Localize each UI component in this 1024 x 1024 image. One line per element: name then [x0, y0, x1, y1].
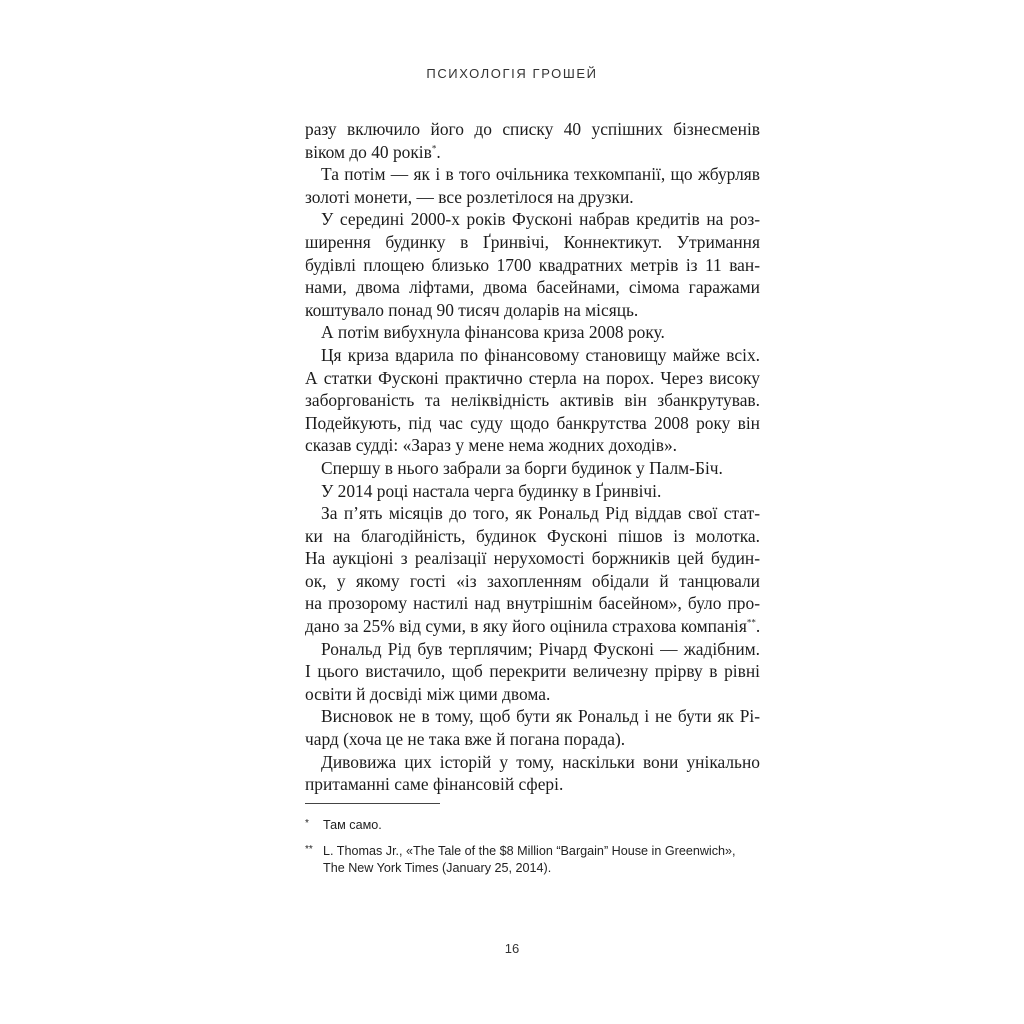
text-line [305, 118, 760, 141]
text-line-content: Подейкують, під час суду щодо банкрутства 2008 року він [305, 412, 760, 433]
text-line [305, 480, 760, 503]
text-line-content: будівлі площею близько 1700 квадратних метрів із 11 ван- [305, 254, 760, 275]
text-line-content: освіти й досвіді між цими двома. [305, 683, 551, 704]
text-line-content: А потім вибухнула фінансова криза 2008 року. [321, 322, 665, 343]
text-line-content: Ця криза вдарила по фінансовому становищу майже всіх. [321, 344, 760, 365]
footnote-text: The New York Times (January 25, 2014). [323, 861, 552, 875]
text-line-content: За п’ять місяців до того, як Рональд Рід віддав свої стат- [321, 503, 760, 524]
text-line [305, 683, 760, 706]
footnote [305, 843, 775, 878]
body-text [305, 118, 760, 796]
text-line [305, 502, 760, 525]
text-line [305, 254, 760, 277]
text-line-content: На аукціоні з реалізації нерухомості боржників цей будин- [305, 548, 760, 569]
text-line [305, 412, 760, 435]
footnote-text: Там само. [323, 818, 382, 832]
text-line [305, 434, 760, 457]
running-head: ПСИХОЛОГІЯ ГРОШЕЙ [426, 66, 598, 81]
text-line [305, 728, 760, 751]
text-line-content: золоті монети, — все розлетілося на друзки. [305, 186, 634, 207]
text-line-content: дано за 25% від суми, в яку його оцінила страхова компанія [305, 616, 747, 637]
footnote-mark: ** [305, 843, 313, 855]
text-line-tail: . [755, 616, 761, 637]
text-line [305, 705, 760, 728]
text-line [305, 457, 760, 480]
text-line-content: ок, у якому гості «із захопленням обідали й танцювали [305, 570, 760, 591]
text-line [305, 321, 760, 344]
text-line-content: Дивовижа цих історій у тому, наскільки вони унікально [321, 751, 760, 772]
footnote-text: L. Thomas Jr., «The Tale of the $8 Million “Bargain” House in Greenwich», [323, 843, 736, 858]
text-line [305, 525, 760, 548]
footnote [305, 817, 775, 835]
text-line-content: коштувало понад 90 тисяч доларів на місяць. [305, 299, 639, 320]
text-line [305, 751, 760, 774]
text-line [305, 660, 760, 683]
text-line [305, 615, 760, 638]
text-line [305, 208, 760, 231]
text-line-content: нами, двома ліфтами, двома басейнами, сімома гаражами [305, 277, 760, 298]
text-line-content: Спершу в нього забрали за борги будинок у Палм-Біч. [321, 457, 723, 478]
text-line [305, 276, 760, 299]
text-line-content: ки на благодійність, будинок Фусконі пішов із молотка. [305, 525, 760, 546]
footnote-reference: ** [746, 617, 756, 628]
text-line-content: віком до 40 років [305, 141, 432, 162]
text-line-tail: . [436, 141, 441, 162]
footnote-reference: * [431, 142, 437, 153]
text-line [305, 344, 760, 367]
text-line [305, 367, 760, 390]
text-line-content: І цього вистачило, щоб перекрити величезну прірву в рівні [305, 661, 760, 682]
text-line [305, 163, 760, 186]
footnote-divider [305, 803, 440, 804]
text-line-content: Висновок не в тому, щоб бути як Рональд і не бути як Рі- [321, 706, 760, 727]
text-line-content: чард (хоча це не така вже й погана порада). [305, 729, 626, 750]
text-line [305, 592, 760, 615]
text-line [305, 389, 760, 412]
text-line-content: разу включило його до списку 40 успішних бізнесменів [305, 119, 760, 139]
text-line-content: ширення будинку в Ґринвічі, Коннектикут. Утримання [305, 231, 760, 252]
text-line-content: заборгованість та неліквідність активів він збанкрутував. [305, 390, 760, 411]
text-line-content: на прозорому настилі над внутрішнім басейном», було про- [305, 593, 760, 614]
text-line [305, 231, 760, 254]
text-line [305, 141, 760, 164]
text-line-content: притаманні саме фінансовій сфері. [305, 774, 564, 795]
text-line [305, 773, 760, 796]
text-line [305, 186, 760, 209]
text-line [305, 547, 760, 570]
text-line-content: А статки Фусконі практично стерла на порох. Через високу [305, 367, 760, 388]
footnotes [305, 817, 775, 886]
footnote-mark: * [305, 818, 309, 829]
text-line [305, 638, 760, 661]
text-line-content: Та потім — як і в того очільника техкомпанії, що жбурляв [321, 164, 760, 185]
text-line [305, 570, 760, 593]
text-line-content: сказав судді: «Зараз у мене нема жодних доходів». [305, 435, 677, 456]
page-number: 16 [504, 941, 520, 956]
text-line-content: У 2014 році настала черга будинку в Ґринвічі. [321, 480, 662, 501]
text-line-content: Рональд Рід був терплячим; Річард Фусконі — жадібним. [321, 638, 760, 659]
text-line-content: У середині 2000-х років Фусконі набрав кредитів на роз- [321, 209, 760, 230]
text-line [305, 299, 760, 322]
